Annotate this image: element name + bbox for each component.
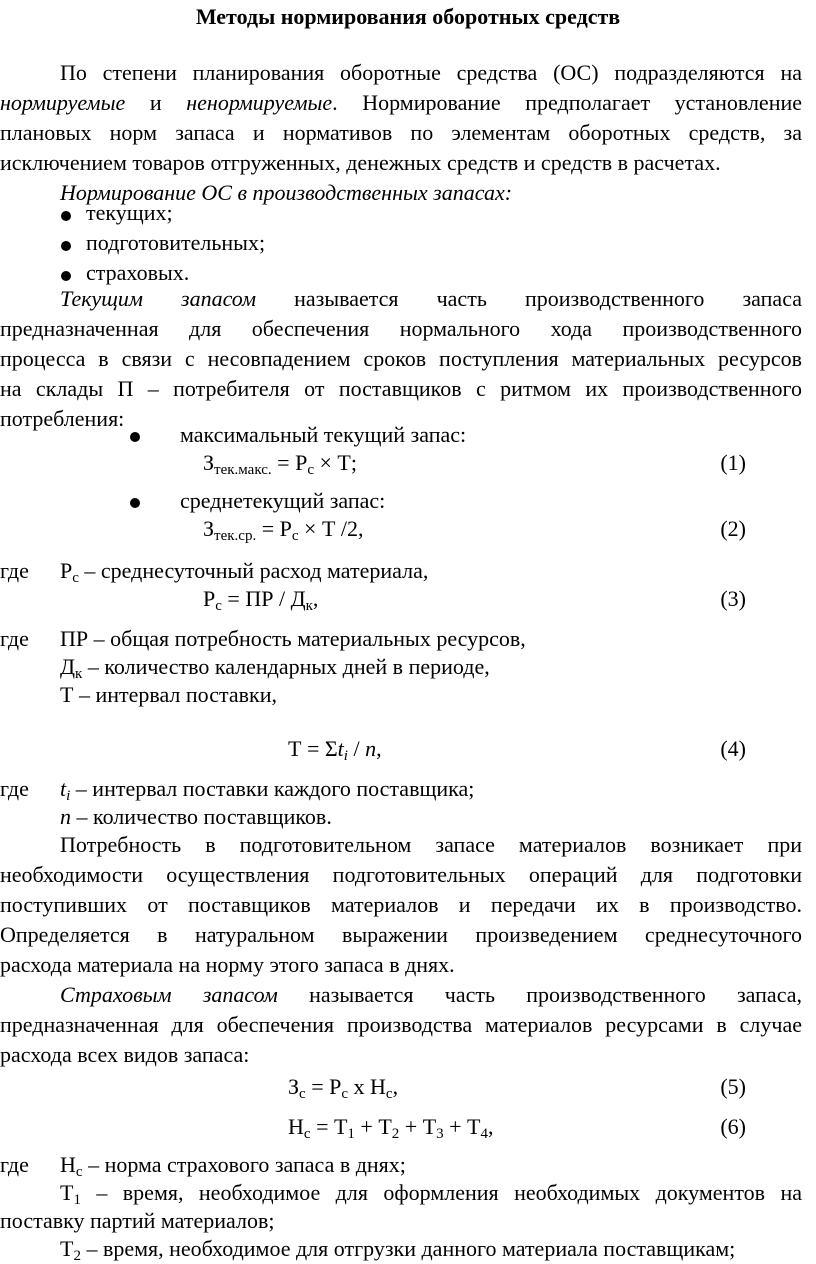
paragraph-current-stock-line-3: процесса в связи с несовпадением сроков поступления материальных ресурсов — [0, 346, 802, 371]
paragraph-current-stock-line-2: предназначенная для обеспечения нормального хода производственного — [0, 316, 802, 341]
formula-1-number: (1) — [720, 450, 746, 475]
paragraph-intro-line-4: исключением товаров отгруженных, денежных средств и средств в расчетах. — [0, 150, 721, 175]
definition-n: n – количество поставщиков. — [60, 804, 332, 829]
paragraph-prep-stock-line-3: поступивших от поставщиков материалов и передачи их в производство. — [0, 892, 802, 917]
definition-t1-line-1: $Т_1$ – время, необходимое для оформления необходимых документов на — [60, 1180, 802, 1208]
paragraph-current-stock-line-5: потребления: — [0, 406, 125, 431]
formula-3: $Р_с$ = ПР / $Д_к$, — [203, 586, 319, 614]
term-current-stock: Текущим запасом — [60, 286, 257, 311]
stock-type-item: страховых. — [86, 260, 190, 285]
paragraph-prep-stock-line-4: Определяется в натуральном выражении произведением среднесуточного — [0, 922, 802, 947]
paragraph-prep-stock-line-5: расхода материала на норму этого запаса в днях. — [0, 952, 455, 977]
formula-4-number: (4) — [720, 736, 746, 761]
paragraph-prep-stock-line-1: Потребность в подготовительном запасе материалов возникает при — [60, 832, 802, 857]
paragraph-intro-line-3: плановых норм запаса и нормативов по элементам оборотных средств, за — [0, 120, 802, 145]
formula-1: $З_{тек.макс.} = Р_с \times Т$; — [203, 450, 357, 478]
stock-type-item: подготовительных; — [86, 230, 266, 255]
where-label: где — [0, 776, 29, 801]
definition-t: Т – интервал поставки, — [60, 682, 277, 707]
formula-2-number: (2) — [720, 516, 746, 541]
where-label: где — [0, 626, 29, 651]
definition-hc: $Н_с$ – норма страхового запаса в днях; — [60, 1152, 406, 1180]
formula-2: $З_{тек.ср.} = Р_с \times Т$ /2, — [203, 516, 364, 544]
stock-type-item: текущих; — [86, 200, 173, 225]
paragraph-current-stock-line-1: Текущим запасом называется часть производственного запаса — [60, 286, 802, 311]
term-normed: нормируемые — [0, 90, 126, 115]
formula-6-number: (6) — [720, 1114, 746, 1139]
formula-5-number: (5) — [720, 1074, 746, 1099]
definition-ti: $t_i$ – интервал поставки каждого поставщика; — [60, 776, 475, 804]
formula-2-label: среднетекущий запас: — [180, 488, 386, 513]
where-label: где — [0, 1152, 29, 1177]
where-label: где — [0, 558, 29, 583]
formula-1-label: максимальный текущий запас: — [180, 422, 467, 447]
bullet-icon — [61, 241, 71, 251]
paragraph-safety-stock-line-1: Страховым запасом называется часть производственного запаса, — [60, 982, 802, 1007]
paragraph-current-stock-line-4: на склады П – потребителя от поставщиков с ритмом их производственного — [0, 376, 802, 401]
formula-4: $Т = \Sigma t_i / n$, — [288, 736, 382, 764]
definition-pc: $Р_с$ – среднесуточный расход материала, — [60, 558, 429, 586]
bullet-icon — [130, 498, 140, 508]
term-non-normed: ненормируемые — [186, 90, 333, 115]
formula-5: $З_с = Р_с$ х $Н_с$, — [288, 1074, 399, 1102]
definition-t2: $Т_2$ – время, необходимое для отгрузки данного материала поставщикам; — [60, 1236, 736, 1264]
paragraph-intro-line-1: По степени планирования оборотные средства (ОС) подразделяются на — [60, 60, 802, 85]
bullet-icon — [130, 432, 140, 442]
paragraph-safety-stock-line-3: расхода всех видов запаса: — [0, 1042, 250, 1067]
stock-types-heading: Нормирование ОС в производственных запасах: — [60, 180, 513, 205]
paragraph-prep-stock-line-2: необходимости осуществления подготовительных операций для подготовки — [0, 862, 802, 887]
formula-6: $Н_с = Т_1 + Т_2 + Т_3 + Т_4$, — [288, 1114, 494, 1142]
definition-dk: $Д_к$ – количество календарных дней в периоде, — [60, 654, 490, 682]
paragraph-safety-stock-line-2: предназначенная для обеспечения производства материалов ресурсами в случае — [0, 1012, 802, 1037]
bullet-icon — [61, 211, 71, 221]
definition-t1-line-2: поставку партий материалов; — [0, 1208, 275, 1233]
formula-3-number: (3) — [720, 586, 746, 611]
bullet-icon — [61, 271, 71, 281]
paragraph-intro-line-2: нормируемые и ненормируемые. Нормирование предполагает установление — [0, 90, 803, 115]
term-safety-stock: Страховым запасом — [60, 982, 278, 1007]
definition-pr: ПР – общая потребность материальных ресурсов, — [60, 626, 526, 651]
page-title: Методы нормирования оборотных средств — [195, 4, 621, 29]
